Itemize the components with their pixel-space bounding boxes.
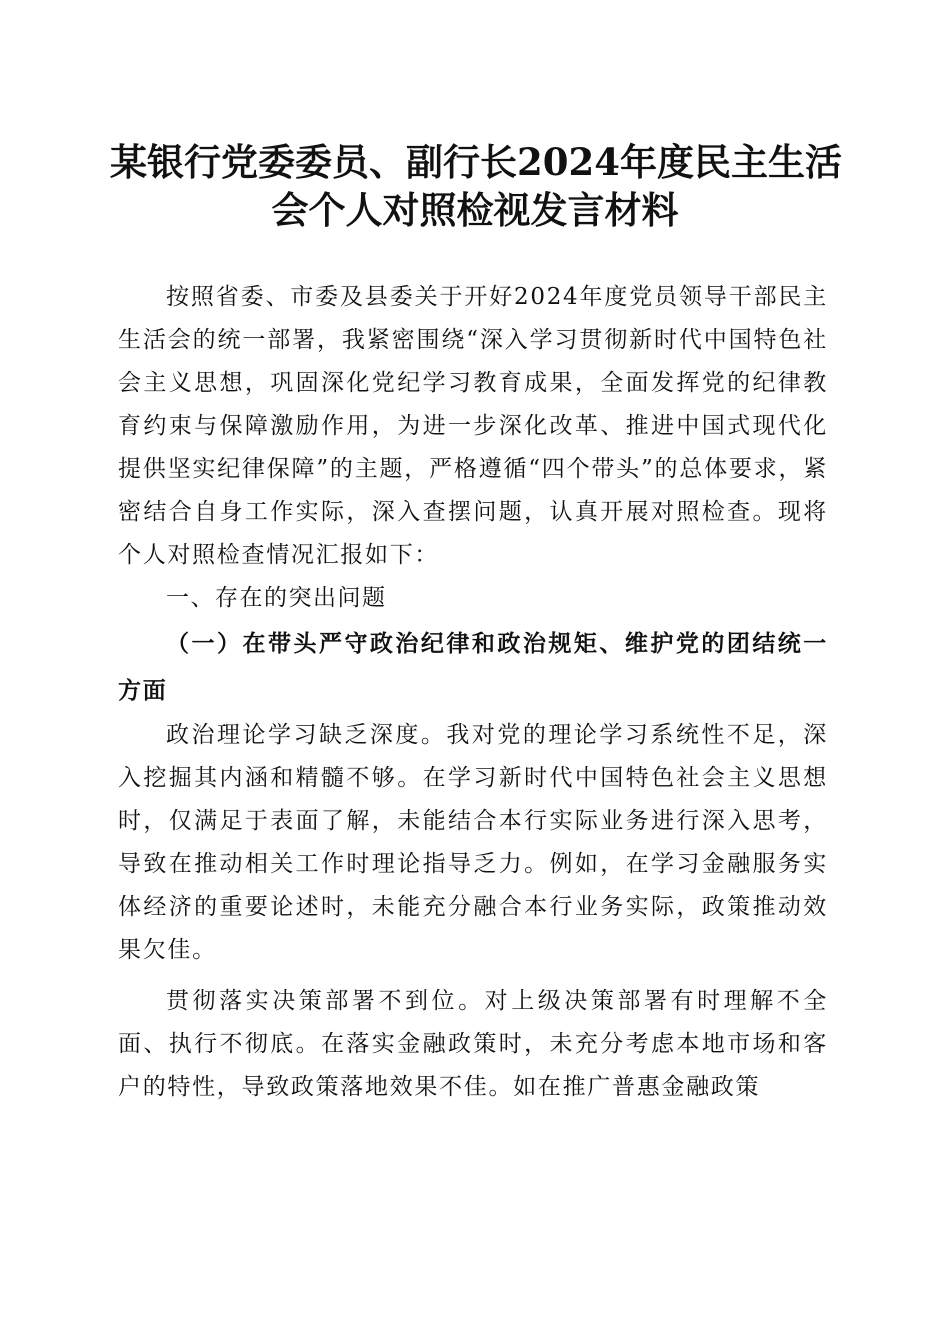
intro-paragraph: 按照省委、市委及县委关于开好2024年度党员领导干部民主生活会的统一部署，我紧密围绕“深入学习贯彻新时代中国特色社会主义思想，巩固深化党纪学习教育成果，全面发挥党的纪律教育约束与保障激励作用，为进一步深化改革、推进中国式现代化提供坚实纪律保障”的主题，严格遵循“四个带头”的总体要求，紧密结合自身工作实际，深入查摆问题，认真开展对照检查。现将个人对照检查情况汇报如下： <box>118 284 828 568</box>
subsection-heading-political-discipline: （一）在带头严守政治纪律和政治规矩、维护党的团结统一方面 <box>118 630 828 704</box>
title-line-1: 某银行党委委员、副行长2024年度民主生活 <box>110 140 842 184</box>
body-paragraph-theory-study: 政治理论学习缺乏深度。我对党的理论学习系统性不足，深入挖掘其内涵和精髓不够。在学习新时代中国特色社会主义思想时，仅满足于表面了解，未能结合本行实际业务进行深入思考，导致在推动相关工作时理论指导乏力。例如，在学习金融服务实体经济的重要论述时，未能充分融合本行业务实际，政策推动效果欠佳。 <box>118 722 828 963</box>
title-line-2: 会个人对照检视发言材料 <box>271 188 679 232</box>
paragraph-gap <box>118 972 828 980</box>
section-heading-problems: 一、存在的突出问题 <box>166 585 387 611</box>
body-paragraph-policy-implementation: 贯彻落实决策部署不到位。对上级决策部署有时理解不全面、执行不彻底。在落实金融政策时，未充分考虑本地市场和客户的特性，导致政策落地效果不佳。如在推广普惠金融政策 <box>118 988 828 1100</box>
document-title <box>110 138 840 234</box>
document-body <box>118 276 828 1109</box>
